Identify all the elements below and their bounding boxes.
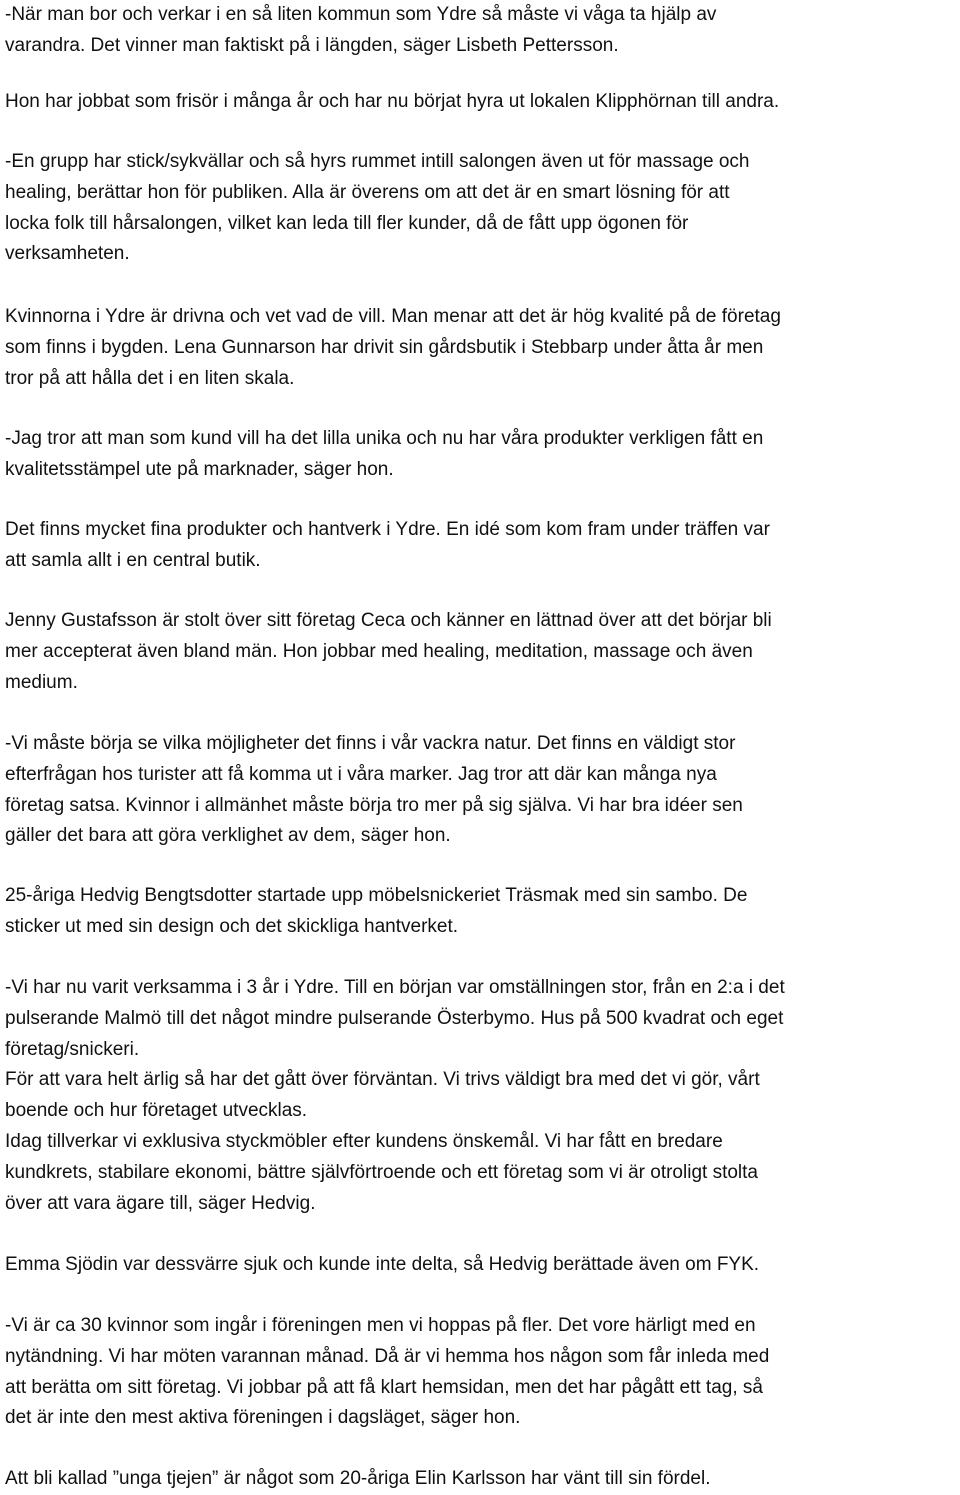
text-line: 25-åriga Hedvig Bengtsdotter startade upp möbelsnickeriet Träsmak med sin sambo. De xyxy=(5,885,748,906)
paragraph-frisor xyxy=(5,87,957,118)
text-line: Kvinnorna i Ydre är drivna och vet vad de vill. Man menar att det är hög kvalité på de företag xyxy=(5,306,781,327)
paragraph-kvinnorna-i-ydre xyxy=(5,302,957,394)
text-line: kundkrets, stabilare ekonomi, bättre självförtroende och ett företag som vi är otroligt stolta xyxy=(5,1161,758,1183)
text-line: mer accepterat även bland män. Hon jobbar med healing, meditation, massage och även xyxy=(5,640,753,662)
text-line: Det finns mycket fina produkter och hantverk i Ydre. En idé som kom fram under träffen var xyxy=(5,519,770,540)
text-line: företag/snickeri. xyxy=(5,1038,140,1060)
paragraph-stick-sykvallar xyxy=(5,147,957,270)
text-line: medium. xyxy=(5,671,78,693)
text-line: Idag tillverkar vi exklusiva styckmöbler efter kundens önskemål. Vi har fått en bredare xyxy=(5,1130,723,1152)
text-line: -Vi måste börja se vilka möjligheter det finns i vår vackra natur. Det finns en väldigt stor xyxy=(5,733,736,754)
text-line: det är inte den mest aktiva föreningen i dagsläget, säger hon. xyxy=(5,1407,521,1429)
paragraph-emma-sjodin xyxy=(5,1250,957,1281)
paragraph-hedvig-bengtsdotter xyxy=(5,881,957,943)
text-line: över att vara ägare till, säger Hedvig. xyxy=(5,1192,316,1214)
text-line: företag satsa. Kvinnor i allmänhet måste börja tro mer på sig själva. Vi har bra idéer sen xyxy=(5,794,743,816)
paragraph-unga-tjejen xyxy=(5,1464,957,1495)
paragraph-central-butik xyxy=(5,515,957,577)
text-line: -Jag tror att man som kund vill ha det lilla unika och nu har våra produkter verkligen fått en xyxy=(5,428,764,449)
text-line: -Vi är ca 30 kvinnor som ingår i föreningen men vi hoppas på fler. Det vore härligt med en xyxy=(5,1315,756,1336)
paragraph-trasmak-quote xyxy=(5,973,957,1219)
text-line: som finns i bygden. Lena Gunnarson har drivit sin gårdsbutik i Stebbarp under åtta år men xyxy=(5,336,764,358)
text-line: gäller det bara att göra verklighet av dem, säger hon. xyxy=(5,825,451,847)
text-line: verksamheten. xyxy=(5,243,130,265)
text-line: efterfrågan hos turister att få komma ut i våra marker. Jag tror att där kan många nya xyxy=(5,763,717,785)
text-line: -Vi har nu varit verksamma i 3 år i Ydre. Till en början var omställningen stor, från en 2:a i det xyxy=(5,977,785,998)
text-line: varandra. Det vinner man faktiskt på i längden, säger Lisbeth Pettersson. xyxy=(5,34,619,56)
text-line: -När man bor och verkar i en så liten kommun som Ydre så måste vi våga ta hjälp av xyxy=(5,4,717,25)
text-line: Emma Sjödin var dessvärre sjuk och kunde inte delta, så Hedvig berättade även om FYK. xyxy=(5,1254,760,1275)
text-line: healing, berättar hon för publiken. Alla är överens om att det är en smart lösning för att xyxy=(5,181,730,203)
text-line: För att vara helt ärlig så har det gått över förväntan. Vi trivs väldigt bra med det vi gör, vårt xyxy=(5,1069,760,1091)
text-line: nytändning. Vi har möten varannan månad. Då är vi hemma hos någon som får inleda med xyxy=(5,1345,770,1367)
text-line: locka folk till hårsalongen, vilket kan leda till fler kunder, då de fått upp ögonen för xyxy=(5,212,689,234)
text-line: -En grupp har stick/sykvällar och så hyrs rummet intill salongen även ut för massage och xyxy=(5,151,750,172)
text-line: tror på att hålla det i en liten skala. xyxy=(5,367,295,389)
text-line: att samla allt i en central butik. xyxy=(5,549,261,571)
text-line: att berätta om sitt företag. Vi jobbar på att få klart hemsidan, men det har pågått ett tag, så xyxy=(5,1376,763,1398)
text-line: sticker ut med sin design och det skickliga hantverket. xyxy=(5,915,459,937)
text-line: boende och hur företaget utvecklas. xyxy=(5,1100,308,1122)
text-line: Hon har jobbat som frisör i många år och har nu börjat hyra ut lokalen Klipphörnan till andra. xyxy=(5,91,780,112)
paragraph-lisbeth-quote xyxy=(5,0,957,62)
text-line: Att bli kallad ”unga tjejen” är något som 20-åriga Elin Karlsson har vänt till sin fördel. xyxy=(5,1468,711,1489)
paragraph-vackra-natur xyxy=(5,729,957,852)
text-line: kvalitetsstämpel ute på marknader, säger hon. xyxy=(5,458,394,480)
paragraph-fyk-quote xyxy=(5,1311,957,1434)
paragraph-jenny-gustafsson xyxy=(5,606,957,698)
text-line: Jenny Gustafsson är stolt över sitt företag Ceca och känner en lättnad över att det börjar bli xyxy=(5,610,772,631)
text-line: pulserande Malmö till det något mindre pulserande Österbymo. Hus på 500 kvadrat och eget xyxy=(5,1007,784,1029)
paragraph-kvalitetsstampel xyxy=(5,424,957,486)
